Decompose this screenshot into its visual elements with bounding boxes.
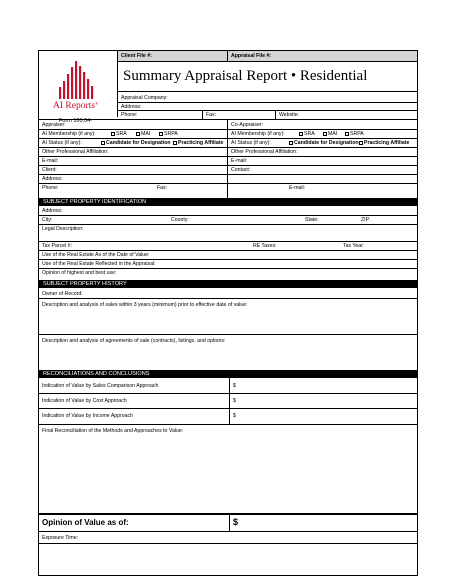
appraisal-file-field[interactable]: Appraisal File #:	[231, 53, 272, 59]
other-affiliation-field[interactable]: Other Professional Affiliation:	[42, 149, 109, 155]
section-property-history: SUBJECT PROPERTY HISTORY	[39, 280, 417, 288]
coappraiser-field[interactable]: Co-Appraiser:	[231, 122, 264, 128]
company-address-field[interactable]: Address:	[121, 104, 142, 110]
highest-best-use-field[interactable]: Opinion of highest and best use:	[42, 270, 117, 276]
co-ai-status-label: AI Status (if any):	[231, 140, 271, 146]
appraisal-company-field[interactable]: Appraisal Company:	[121, 95, 168, 101]
mai-checkbox[interactable]: MAI	[136, 131, 150, 137]
income-approach-label: Indication of Value by Income Approach	[42, 413, 134, 419]
opinion-of-value-label: Opinion of Value as of:	[42, 518, 129, 527]
co-sra-checkbox[interactable]: SRA	[299, 131, 315, 137]
legal-description-field[interactable]: Legal Description:	[42, 226, 84, 232]
owner-of-record-field[interactable]: Owner of Record:	[42, 291, 83, 297]
practicing-checkbox[interactable]: Practicing Affiliate	[173, 140, 223, 146]
zip-field[interactable]: ZIP:	[361, 217, 371, 223]
cost-approach-label: Indication of Value by Cost Approach	[42, 398, 127, 404]
tax-parcel-field[interactable]: Tax Parcel #:	[42, 243, 72, 249]
use-as-of-field[interactable]: Use of the Real Estate As of the Date of Value:	[42, 252, 150, 258]
co-candidate-checkbox[interactable]: Candidate for Designation	[289, 140, 359, 146]
sales-history-field[interactable]: Description and analysis of sales within 3 years (minimum) prior to effective date of value:	[42, 302, 248, 308]
client-phone-field[interactable]: Phone:	[42, 185, 59, 191]
candidate-checkbox[interactable]: Candidate for Designation	[101, 140, 171, 146]
appraiser-email-field[interactable]: E-mail:	[42, 158, 59, 164]
client-address-field[interactable]: Address:	[42, 176, 63, 182]
use-reflected-field[interactable]: Use of the Real Estate Reflected in the Appraisal:	[42, 261, 156, 267]
co-srpa-checkbox[interactable]: SRPA	[345, 131, 364, 137]
client-email-field[interactable]: E-mail:	[289, 185, 306, 191]
client-fax-field[interactable]: Fax:	[157, 185, 168, 191]
ai-reports-logo-icon	[57, 57, 97, 99]
co-ai-membership-label: AI Membership (if any):	[231, 131, 285, 137]
page-title: Summary Appraisal Report • Residential	[123, 68, 368, 84]
form-number: Form 100.04*	[59, 118, 92, 124]
contact-field[interactable]: Contact:	[231, 167, 251, 173]
client-field[interactable]: Client:	[42, 167, 57, 173]
co-practicing-checkbox[interactable]: Practicing Affiliate	[359, 140, 409, 146]
agreements-field[interactable]: Description and analysis of agreements of sale (contracts), listings, and options:	[42, 338, 226, 344]
logo-text: AI Reports®	[53, 101, 98, 111]
sra-checkbox[interactable]: SRA	[111, 131, 127, 137]
state-field[interactable]: State:	[305, 217, 319, 223]
tax-year-field[interactable]: Tax Year:	[343, 243, 365, 249]
company-website-field[interactable]: Website:	[279, 112, 300, 118]
appraiser-field[interactable]: Appraiser:	[42, 122, 66, 128]
exposure-time-field[interactable]: Exposure Time:	[42, 535, 79, 541]
cost-approach-value-field[interactable]: $	[233, 398, 236, 404]
client-file-field[interactable]: Client File #:	[121, 53, 152, 59]
appraisal-form	[38, 50, 418, 576]
final-reconciliation-field[interactable]: Final Reconciliation of the Methods and Approaches to Value:	[42, 428, 184, 434]
section-subject-identification: SUBJECT PROPERTY IDENTIFICATION	[39, 198, 417, 206]
section-reconciliations: RECONCILIATIONS AND CONCLUSIONS	[39, 370, 417, 378]
company-fax-field[interactable]: Fax:	[206, 112, 217, 118]
income-approach-value-field[interactable]: $	[233, 413, 236, 419]
county-field[interactable]: County:	[171, 217, 189, 223]
co-other-affiliation-field[interactable]: Other Professional Affiliation:	[231, 149, 298, 155]
ai-status-label: AI Status (if any):	[42, 140, 82, 146]
co-mai-checkbox[interactable]: MAI	[323, 131, 337, 137]
ai-membership-label: AI Membership (if any):	[42, 131, 96, 137]
sales-comparison-label: Indication of Value by Sales Comparison Approach	[42, 383, 159, 389]
srpa-checkbox[interactable]: SRPA	[159, 131, 178, 137]
opinion-of-value-field[interactable]: $	[233, 517, 239, 527]
sales-comparison-value-field[interactable]: $	[233, 383, 236, 389]
company-phone-field[interactable]: Phone:	[121, 112, 138, 118]
co-email-field[interactable]: E-mail:	[231, 158, 248, 164]
re-taxes-field[interactable]: RE Taxes:	[253, 243, 277, 249]
property-address-field[interactable]: Address:	[42, 208, 63, 214]
city-field[interactable]: City:	[42, 217, 53, 223]
